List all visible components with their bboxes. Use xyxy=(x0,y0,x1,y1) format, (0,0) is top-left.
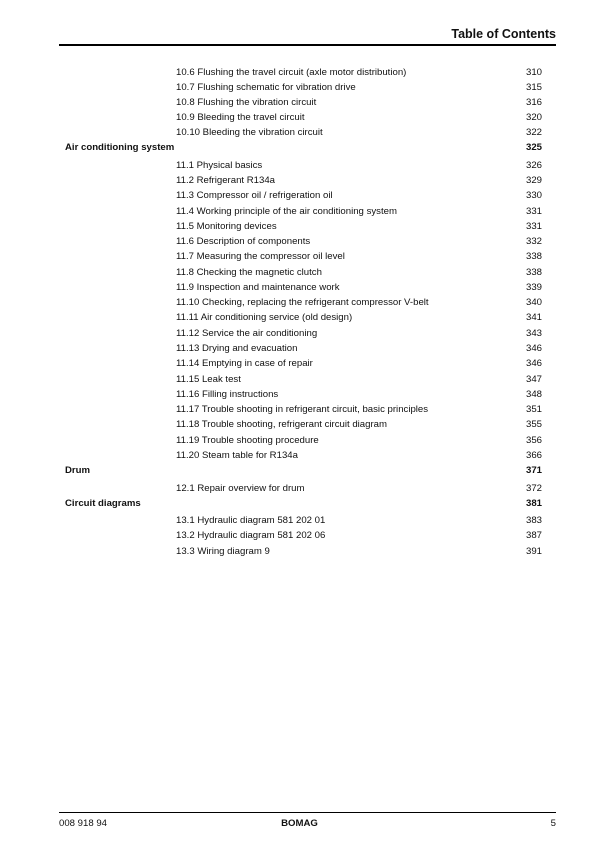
toc-page-number: 316 xyxy=(525,97,542,108)
page-header-title: Table of Contents xyxy=(451,27,556,41)
toc-title: 13.2 Hydraulic diagram 581 202 06 xyxy=(176,530,326,541)
toc-page-number: 340 xyxy=(525,297,542,308)
toc-page-number: 341 xyxy=(525,312,542,323)
toc-title: 11.9 Inspection and maintenance work xyxy=(176,282,340,293)
toc-page-number: 330 xyxy=(525,190,542,201)
toc-page-number: 381 xyxy=(525,498,542,509)
toc-entry[interactable] xyxy=(0,174,599,188)
footer-rule xyxy=(59,812,556,813)
toc-entry[interactable] xyxy=(0,545,599,559)
toc-title: Air conditioning system xyxy=(65,142,175,153)
toc-page-number: 343 xyxy=(525,328,542,339)
toc-entry[interactable] xyxy=(0,388,599,402)
toc-title: 11.7 Measuring the compressor oil level xyxy=(176,251,345,262)
toc-section[interactable] xyxy=(0,141,599,155)
toc-title: 11.20 Steam table for R134a xyxy=(176,450,298,461)
toc-section[interactable] xyxy=(0,497,599,511)
toc-title: 11.18 Trouble shooting, refrigerant circuit diagram xyxy=(176,419,387,430)
toc-title: 11.2 Refrigerant R134a xyxy=(176,175,276,186)
toc-page-number: 348 xyxy=(525,389,542,400)
toc-title: 11.11 Air conditioning service (old design) xyxy=(176,312,353,323)
toc-title: 10.7 Flushing schematic for vibration drive xyxy=(176,82,356,93)
toc-entry[interactable] xyxy=(0,373,599,387)
toc-page-number: 315 xyxy=(525,82,542,93)
toc-page-number: 331 xyxy=(525,206,542,217)
footer-page-number: 5 xyxy=(550,818,556,829)
toc-entry[interactable] xyxy=(0,205,599,219)
toc-entry[interactable] xyxy=(0,311,599,325)
toc-title: Circuit diagrams xyxy=(65,498,141,509)
toc-page-number: 387 xyxy=(525,530,542,541)
toc-title: 10.10 Bleeding the vibration circuit xyxy=(176,127,323,138)
toc-page-number: 310 xyxy=(525,67,542,78)
toc-entry[interactable] xyxy=(0,81,599,95)
toc-entry[interactable] xyxy=(0,357,599,371)
toc-title: 11.15 Leak test xyxy=(176,374,241,385)
toc-page-number: 331 xyxy=(525,221,542,232)
toc-title: 11.19 Trouble shooting procedure xyxy=(176,435,319,446)
toc-page-number: 338 xyxy=(525,251,542,262)
toc-page-number: 338 xyxy=(525,267,542,278)
toc-page-number: 371 xyxy=(525,465,542,476)
toc-title: 13.1 Hydraulic diagram 581 202 01 xyxy=(176,515,326,526)
toc-entry[interactable] xyxy=(0,514,599,528)
toc-title: 11.5 Monitoring devices xyxy=(176,221,277,232)
toc-entry[interactable] xyxy=(0,281,599,295)
header-rule xyxy=(59,44,556,46)
toc-title: 11.14 Emptying in case of repair xyxy=(176,358,313,369)
toc-entry[interactable] xyxy=(0,96,599,110)
toc-page-number: 351 xyxy=(525,404,542,415)
toc-title: 10.9 Bleeding the travel circuit xyxy=(176,112,305,123)
toc-title: 12.1 Repair overview for drum xyxy=(176,483,305,494)
toc-entry[interactable] xyxy=(0,418,599,432)
toc-title: 11.12 Service the air conditioning xyxy=(176,328,318,339)
toc-title: 10.6 Flushing the travel circuit (axle motor distribution) xyxy=(176,67,407,78)
toc-page-number: 329 xyxy=(525,175,542,186)
toc-title: 13.3 Wiring diagram 9 xyxy=(176,546,270,557)
toc-entry[interactable] xyxy=(0,159,599,173)
toc-entry[interactable] xyxy=(0,220,599,234)
toc-page-number: 355 xyxy=(525,419,542,430)
toc-page-number: 346 xyxy=(525,358,542,369)
toc-title: 11.4 Working principle of the air conditioning system xyxy=(176,206,397,217)
toc-title: Drum xyxy=(65,465,91,476)
toc-entry[interactable] xyxy=(0,126,599,140)
toc-page-number: 383 xyxy=(525,515,542,526)
toc-title: 11.6 Description of components xyxy=(176,236,311,247)
toc-title: 11.10 Checking, replacing the refrigerant compressor V-belt xyxy=(176,297,429,308)
toc-title: 11.3 Compressor oil / refrigeration oil xyxy=(176,190,333,201)
toc-title: 11.8 Checking the magnetic clutch xyxy=(176,267,322,278)
toc-entry[interactable] xyxy=(0,189,599,203)
toc-entry[interactable] xyxy=(0,266,599,280)
toc-entry[interactable] xyxy=(0,403,599,417)
toc-entry[interactable] xyxy=(0,296,599,310)
toc-entry[interactable] xyxy=(0,111,599,125)
toc-page-number: 356 xyxy=(525,435,542,446)
toc-page-number: 332 xyxy=(525,236,542,247)
toc-entry[interactable] xyxy=(0,449,599,463)
toc-entry[interactable] xyxy=(0,66,599,80)
toc-title: 11.13 Drying and evacuation xyxy=(176,343,298,354)
toc-page-number: 347 xyxy=(525,374,542,385)
toc-page-number: 325 xyxy=(525,142,542,153)
toc-section[interactable] xyxy=(0,464,599,478)
toc-entry[interactable] xyxy=(0,529,599,543)
toc-page-number: 372 xyxy=(525,483,542,494)
footer-doc-number: 008 918 94 xyxy=(59,818,108,829)
toc-title: 10.8 Flushing the vibration circuit xyxy=(176,97,317,108)
toc-entry[interactable] xyxy=(0,327,599,341)
toc-title: 11.1 Physical basics xyxy=(176,160,263,171)
toc-entry[interactable] xyxy=(0,482,599,496)
toc-page-number: 320 xyxy=(525,112,542,123)
toc-title: 11.17 Trouble shooting in refrigerant circuit, basic principles xyxy=(176,404,429,415)
toc-title: 11.16 Filling instructions xyxy=(176,389,279,400)
toc-page-number: 366 xyxy=(525,450,542,461)
toc-page-number: 346 xyxy=(525,343,542,354)
toc-entry[interactable] xyxy=(0,342,599,356)
toc-entry[interactable] xyxy=(0,434,599,448)
footer-brand: BOMAG xyxy=(281,818,318,829)
toc-entry[interactable] xyxy=(0,235,599,249)
toc-page-number: 339 xyxy=(525,282,542,293)
toc-page-number: 326 xyxy=(525,160,542,171)
toc-page-number: 391 xyxy=(525,546,542,557)
toc-entry[interactable] xyxy=(0,250,599,264)
toc-page-number: 322 xyxy=(525,127,542,138)
